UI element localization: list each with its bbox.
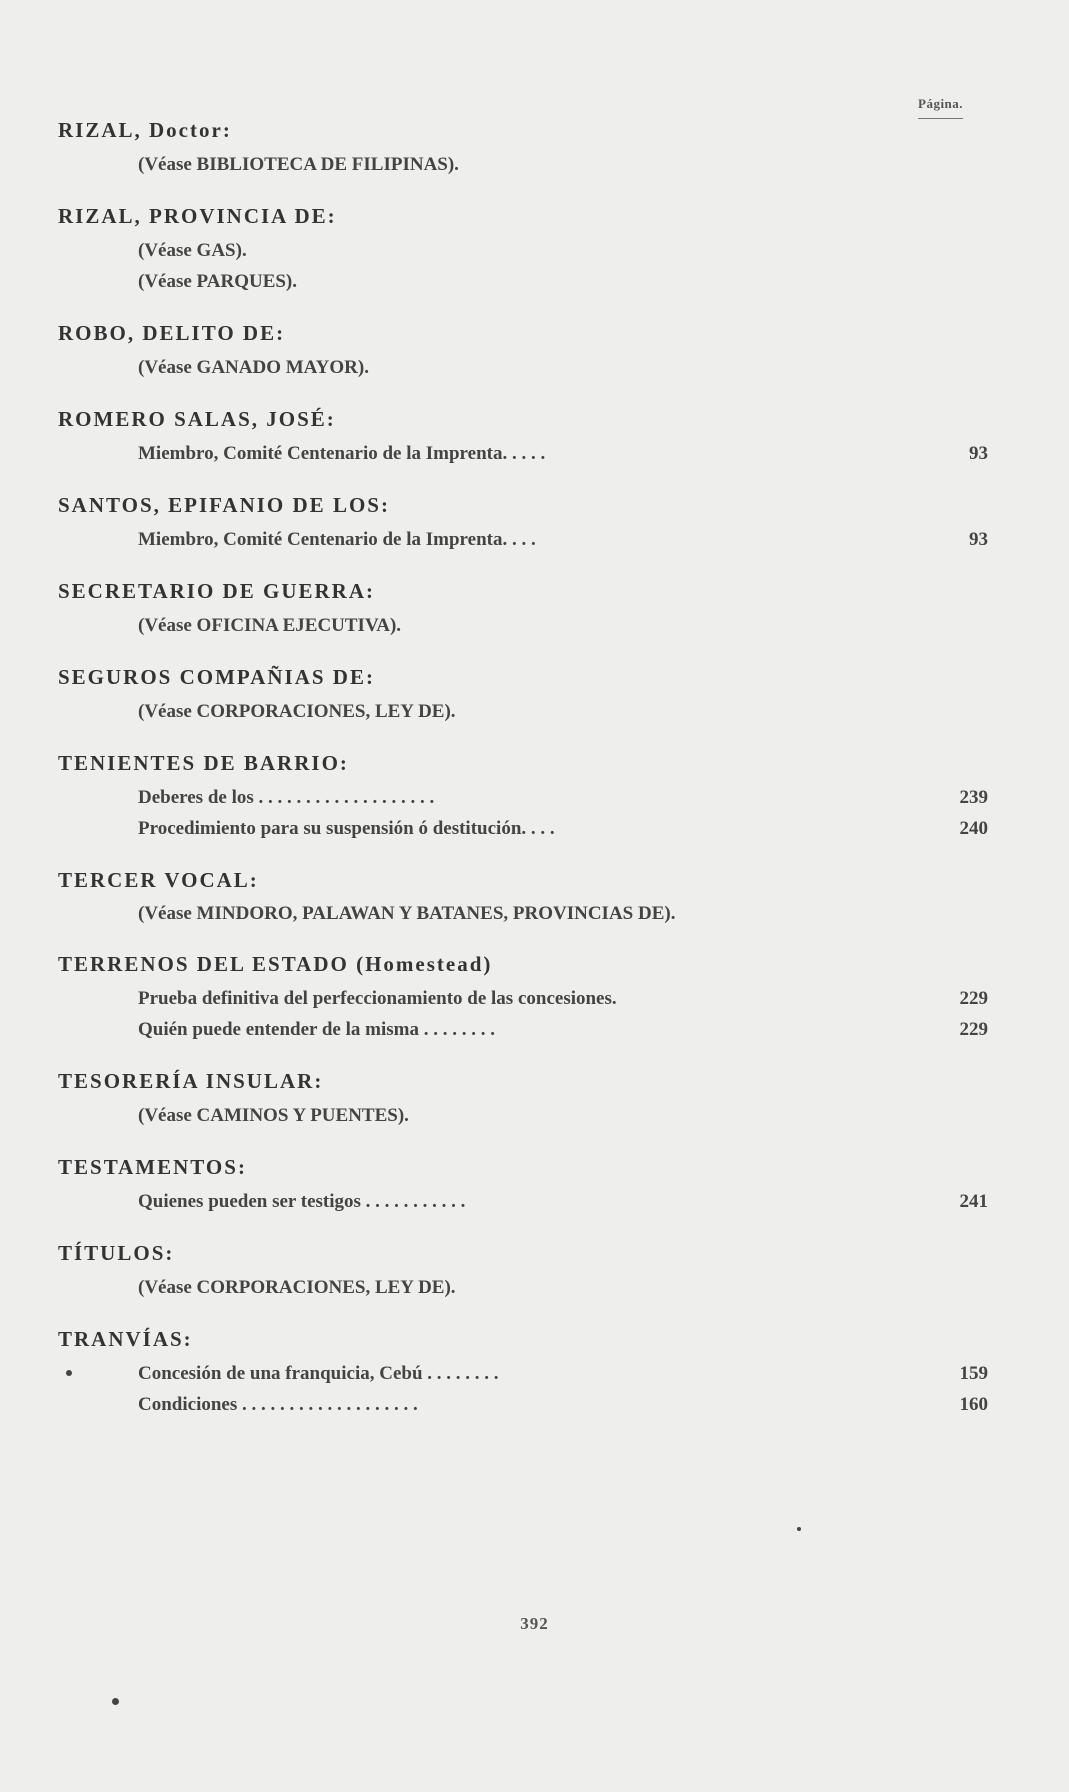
index-subentry: [58, 813, 988, 844]
subentry-text: Quién puede entender de la misma . . . . . . . .: [138, 1019, 495, 1040]
index-heading: TÍTULOS:: [58, 1241, 175, 1265]
index-heading: TESTAMENTOS:: [58, 1155, 247, 1179]
subentry-text: Condiciones . . . . . . . . . . . . . . . . . . .: [138, 1394, 418, 1415]
subentry-page-number: 241: [959, 1191, 988, 1212]
index-subentry: [58, 266, 988, 297]
subentry-text: (Véase CORPORACIONES, LEY DE).: [138, 701, 456, 722]
index-subentry: [58, 610, 988, 641]
index-subentry: [58, 1358, 988, 1389]
subentry-text: Procedimiento para su suspensión ó destitución. . . .: [138, 818, 555, 839]
subentry-text: Deberes de los . . . . . . . . . . . . . . . . . . .: [138, 787, 435, 808]
subentry-text: (Véase MINDORO, PALAWAN Y BATANES, PROVINCIAS DE).: [138, 903, 676, 924]
subentry-text: (Véase CORPORACIONES, LEY DE).: [138, 1277, 456, 1298]
index-list: [58, 118, 988, 1420]
index-heading: TENIENTES DE BARRIO:: [58, 751, 349, 775]
index-subentry: [58, 524, 988, 555]
subentry-text: (Véase OFICINA EJECUTIVA).: [138, 615, 402, 636]
index-subentry: [58, 1389, 988, 1420]
subentry-page-number: 229: [959, 988, 988, 1009]
index-heading: SEGUROS COMPAÑIAS DE:: [58, 665, 375, 689]
page-number: 392: [520, 1614, 549, 1633]
index-subentry: [58, 235, 988, 266]
subentry-text: (Véase PARQUES).: [138, 271, 298, 292]
index-subentry: [58, 1186, 988, 1217]
subentry-text: (Véase BIBLIOTECA DE FILIPINAS).: [138, 154, 459, 175]
index-heading: TERCER VOCAL:: [58, 868, 259, 892]
subentry-text: Miembro, Comité Centenario de la Imprenta. . . .: [138, 529, 536, 550]
ink-speck: [112, 1698, 119, 1705]
ink-speck: [797, 1527, 801, 1531]
subentry-page-number: 229: [959, 1019, 988, 1040]
subentry-page-number: 159: [959, 1363, 988, 1384]
index-heading: TERRENOS DEL ESTADO (Homestead): [58, 952, 493, 976]
index-subentry: [58, 899, 988, 928]
index-subentry: [58, 782, 988, 813]
subentry-page-number: 93: [969, 443, 988, 464]
subentry-page-number: 240: [959, 818, 988, 839]
index-heading: TRANVÍAS:: [58, 1327, 193, 1351]
subentry-text: (Véase CAMINOS Y PUENTES).: [138, 1105, 409, 1126]
subentry-text: Concesión de una franquicia, Cebú . . . . . . . .: [138, 1363, 499, 1384]
subentry-page-number: 160: [959, 1394, 988, 1415]
index-heading: RIZAL, Doctor:: [58, 118, 232, 142]
subentry-page-number: 239: [959, 787, 988, 808]
index-subentry: [58, 438, 988, 469]
index-heading: ROBO, DELITO DE:: [58, 321, 286, 345]
subentry-text: Miembro, Comité Centenario de la Imprenta. . . . .: [138, 443, 546, 464]
subentry-page-number: 93: [969, 529, 988, 550]
subentry-text: Prueba definitiva del perfeccionamiento de las concesiones.: [138, 988, 617, 1009]
subentry-text: (Véase GANADO MAYOR).: [138, 357, 369, 378]
index-heading: SANTOS, EPIFANIO DE LOS:: [58, 493, 390, 517]
page-column-header: Página.: [918, 96, 963, 119]
index-heading: SECRETARIO DE GUERRA:: [58, 579, 375, 603]
subentry-text: (Véase GAS).: [138, 240, 247, 261]
index-subentry: [58, 983, 988, 1014]
index-heading: RIZAL, PROVINCIA DE:: [58, 204, 337, 228]
ink-speck: [66, 1370, 72, 1376]
index-subentry: [58, 149, 988, 180]
index-subentry: [58, 696, 988, 727]
index-heading: ROMERO SALAS, JOSÉ:: [58, 407, 336, 431]
subentry-text: Quienes pueden ser testigos . . . . . . . . . . .: [138, 1191, 466, 1212]
index-heading: TESORERÍA INSULAR:: [58, 1069, 324, 1093]
index-subentry: [58, 1272, 988, 1303]
index-subentry: [58, 1100, 988, 1131]
index-subentry: [58, 352, 988, 383]
index-subentry: [58, 1014, 988, 1045]
